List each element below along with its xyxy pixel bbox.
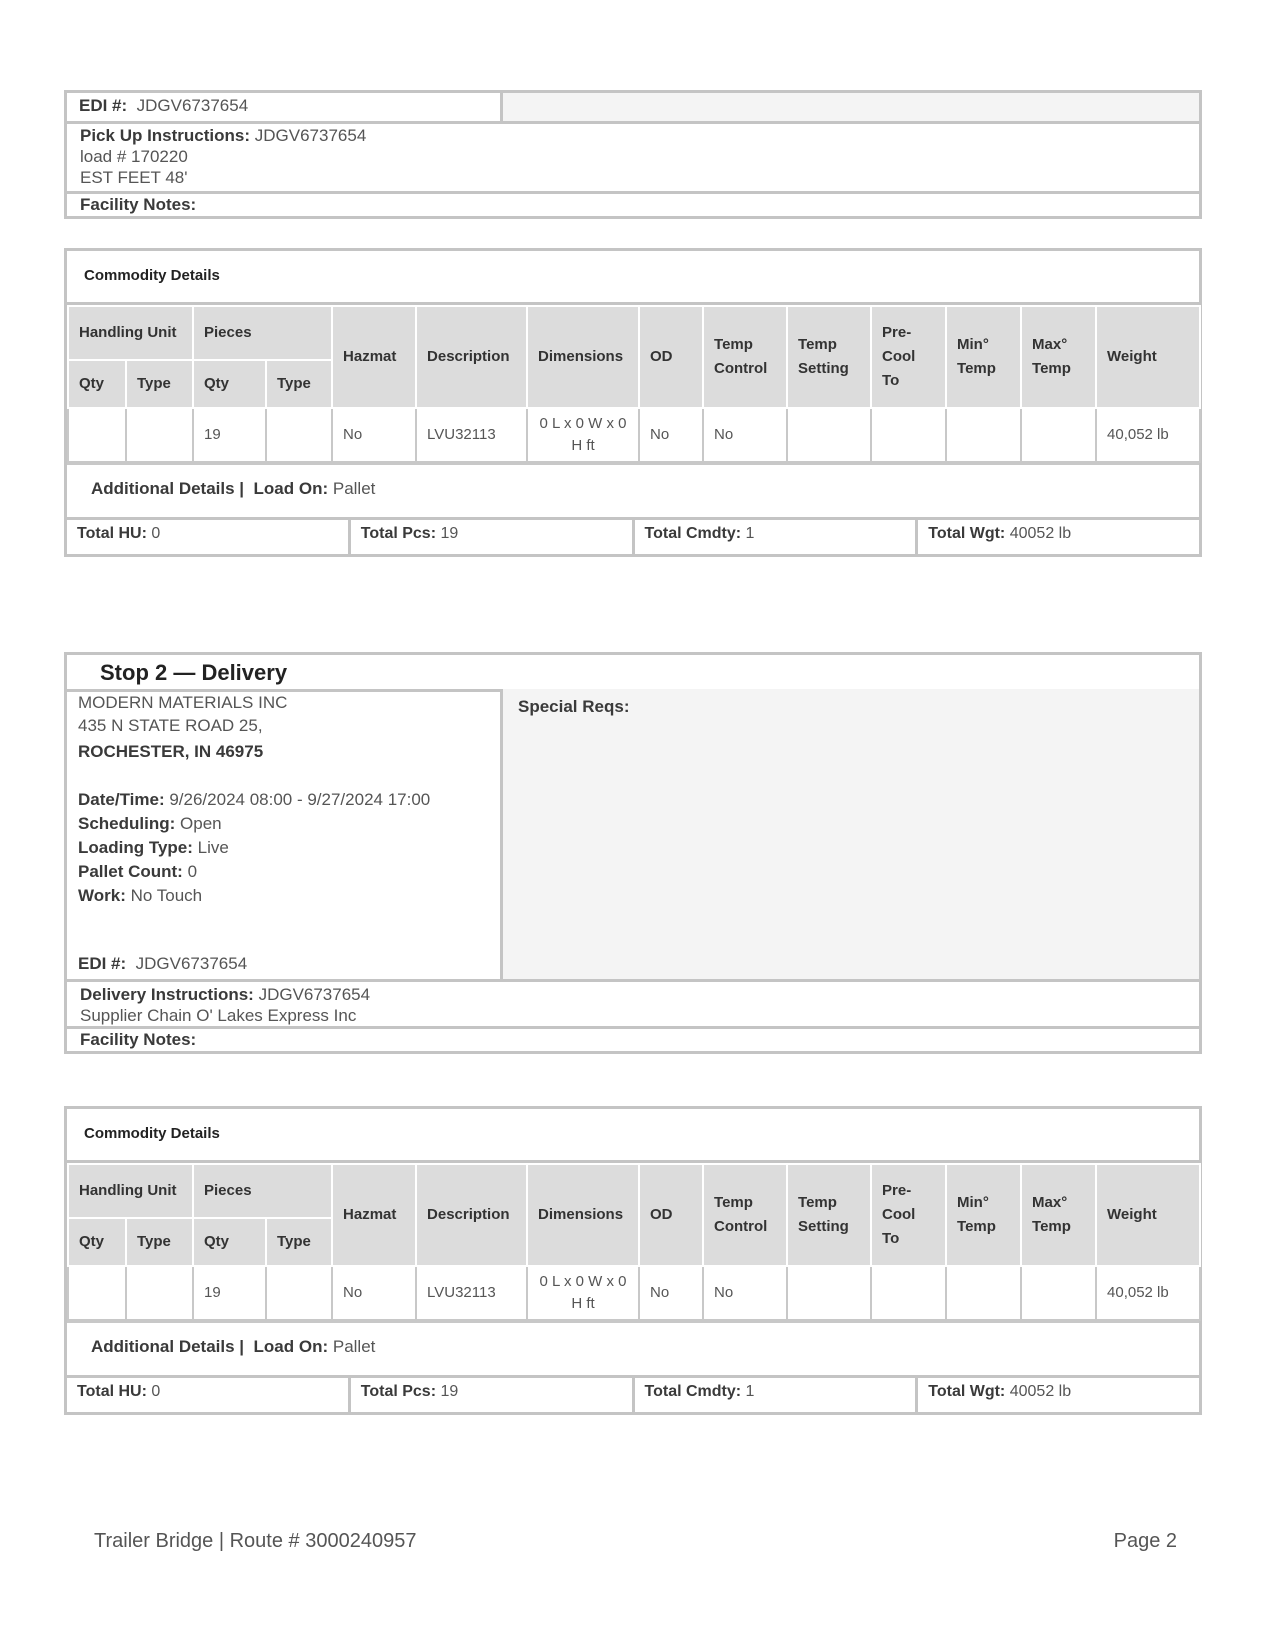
commodity-details-1 — [64, 248, 1202, 557]
cell-hu-qty — [68, 408, 126, 462]
pallet-label: Pallet Count: — [78, 862, 183, 881]
total-wgt-value: 40052 lb — [1009, 525, 1072, 542]
street-address: 435 N STATE ROAD 25, — [78, 716, 263, 735]
header-hu-type: Type — [126, 1218, 193, 1266]
cell-pcs-qty: 19 — [193, 408, 266, 462]
header-pieces: Pieces — [193, 306, 332, 360]
total-hu-value: 0 — [151, 525, 161, 542]
header-pieces: Pieces — [193, 1164, 332, 1218]
header-pcs-qty: Qty — [193, 360, 266, 408]
facility-label: Facility Notes: — [80, 195, 197, 214]
scheduling-value: Open — [180, 814, 222, 833]
header-pcs-type: Type — [266, 1218, 332, 1266]
header-weight: Weight — [1096, 306, 1200, 408]
cell-temp-control: No — [703, 1266, 787, 1320]
cell-max-temp — [1021, 408, 1096, 462]
total-cmdty — [635, 520, 919, 554]
commodity-title: Commodity Details — [67, 1109, 1199, 1163]
stop-heading-text: Stop 2 — Delivery — [100, 660, 288, 685]
total-hu — [67, 1378, 351, 1412]
cell-temp-setting — [787, 408, 871, 462]
header-hazmat: Hazmat — [332, 306, 416, 408]
commodity-table — [67, 305, 1201, 463]
stop2-edi-line — [78, 952, 247, 975]
header-pcs-qty: Qty — [193, 1218, 266, 1266]
delivery-line2: Supplier Chain O' Lakes Express Inc — [80, 1006, 357, 1025]
total-wgt-label: Total Wgt: — [928, 525, 1006, 542]
header-hu-qty: Qty — [68, 360, 126, 408]
total-wgt — [918, 1378, 1199, 1412]
header-temp-control: Temp Control — [703, 306, 787, 408]
header-description: Description — [416, 1164, 527, 1266]
total-pcs-label: Total Pcs: — [360, 525, 437, 542]
delivery-instructions — [64, 979, 1202, 1029]
stop2-edi-label: EDI #: — [78, 954, 127, 973]
header-pcs-type: Type — [266, 360, 332, 408]
total-cmdty-label: Total Cmdty: — [644, 525, 742, 542]
additional-details-label: Additional Details | — [91, 1337, 245, 1356]
scheduling-label: Scheduling: — [78, 814, 176, 833]
cell-description: LVU32113 — [416, 408, 527, 462]
loading-line — [78, 836, 489, 859]
total-hu-value: 0 — [151, 1383, 161, 1400]
work-value: No Touch — [130, 886, 203, 905]
stop2-edi-value: JDGV6737654 — [135, 954, 248, 973]
stop-heading — [64, 652, 1202, 692]
edi-label: EDI #: — [79, 96, 128, 115]
datetime-label: Date/Time: — [78, 790, 165, 809]
header-description: Description — [416, 306, 527, 408]
total-hu-label: Total HU: — [77, 525, 147, 542]
cell-od: No — [639, 1266, 703, 1320]
pallet-value: 0 — [187, 862, 198, 881]
total-hu — [67, 520, 351, 554]
header-max-temp: Max° Temp — [1021, 306, 1096, 408]
cell-pcs-type — [266, 408, 332, 462]
cell-hazmat: No — [332, 408, 416, 462]
company-name: MODERN MATERIALS INC — [78, 693, 288, 712]
header-dimensions: Dimensions — [527, 306, 639, 408]
header-precool: Pre-Cool To — [871, 1164, 946, 1266]
cell-hazmat: No — [332, 1266, 416, 1320]
cell-precool — [871, 1266, 946, 1320]
header-min-temp: Min° Temp — [946, 1164, 1021, 1266]
cell-hu-type — [126, 408, 193, 462]
commodity-details-2 — [64, 1106, 1202, 1415]
edi-cell — [67, 93, 503, 121]
header-weight: Weight — [1096, 1164, 1200, 1266]
edi-value: JDGV6737654 — [136, 96, 249, 115]
pallet-line — [78, 860, 489, 883]
header-handling-unit: Handling Unit — [68, 1164, 193, 1218]
facility-notes — [64, 191, 1202, 219]
totals-row — [67, 517, 1199, 554]
total-wgt-label: Total Wgt: — [928, 1383, 1006, 1400]
cell-description: LVU32113 — [416, 1266, 527, 1320]
header-od: OD — [639, 1164, 703, 1266]
header-temp-setting: Temp Setting — [787, 306, 871, 408]
cell-dimensions: 0 L x 0 W x 0 H ft — [527, 1266, 639, 1320]
loading-value: Live — [197, 838, 229, 857]
total-wgt — [918, 520, 1199, 554]
header-max-temp: Max° Temp — [1021, 1164, 1096, 1266]
delivery-line1: JDGV6737654 — [258, 985, 371, 1004]
total-pcs — [351, 520, 635, 554]
total-wgt-value: 40052 lb — [1009, 1383, 1072, 1400]
pickup-line3: EST FEET 48' — [80, 168, 188, 187]
additional-details-label: Additional Details | — [91, 479, 245, 498]
cell-min-temp — [946, 408, 1021, 462]
header-handling-unit: Handling Unit — [68, 306, 193, 360]
stop2-address-cell — [67, 689, 503, 979]
pickup-label: Pick Up Instructions: — [80, 126, 251, 145]
total-cmdty — [635, 1378, 919, 1412]
cell-weight: 40,052 lb — [1096, 1266, 1200, 1320]
edi-row — [64, 90, 1202, 124]
cell-pcs-qty: 19 — [193, 1266, 266, 1320]
totals-row — [67, 1375, 1199, 1412]
load-on-value: Pallet — [332, 479, 376, 498]
total-cmdty-label: Total Cmdty: — [644, 1383, 742, 1400]
delivery-label: Delivery Instructions: — [80, 985, 254, 1004]
additional-details — [67, 1321, 1199, 1375]
header-hu-qty: Qty — [68, 1218, 126, 1266]
footer-page-number: Page 2 — [1113, 1530, 1177, 1552]
cell-temp-setting — [787, 1266, 871, 1320]
work-label: Work: — [78, 886, 126, 905]
cell-dimensions: 0 L x 0 W x 0 H ft — [527, 408, 639, 462]
table-row — [68, 408, 1200, 462]
cell-hu-qty — [68, 1266, 126, 1320]
facility-label-2: Facility Notes: — [80, 1030, 197, 1049]
header-dimensions: Dimensions — [527, 1164, 639, 1266]
header-min-temp: Min° Temp — [946, 306, 1021, 408]
cell-weight: 40,052 lb — [1096, 408, 1200, 462]
commodity-title: Commodity Details — [67, 251, 1199, 305]
special-reqs-label: Special Reqs: — [518, 697, 630, 716]
loading-label: Loading Type: — [78, 838, 193, 857]
load-on-value: Pallet — [332, 1337, 376, 1356]
cell-max-temp — [1021, 1266, 1096, 1320]
cell-pcs-type — [266, 1266, 332, 1320]
total-cmdty-value: 1 — [745, 525, 755, 542]
commodity-table — [67, 1163, 1201, 1321]
cell-min-temp — [946, 1266, 1021, 1320]
city-state-zip: ROCHESTER, IN 46975 — [78, 742, 264, 761]
total-pcs-label: Total Pcs: — [360, 1383, 437, 1400]
header-precool: Pre-Cool To — [871, 306, 946, 408]
stop2-info — [64, 689, 1202, 982]
pickup-instructions — [64, 122, 1202, 194]
header-temp-control: Temp Control — [703, 1164, 787, 1266]
cell-hu-type — [126, 1266, 193, 1320]
special-reqs-cell — [503, 689, 1199, 979]
header-hu-type: Type — [126, 360, 193, 408]
total-cmdty-value: 1 — [745, 1383, 755, 1400]
load-on-label: Load On: — [253, 1337, 329, 1356]
total-pcs-value: 19 — [440, 525, 459, 542]
work-line — [78, 884, 489, 907]
header-od: OD — [639, 306, 703, 408]
cell-od: No — [639, 408, 703, 462]
additional-details — [67, 463, 1199, 517]
facility-notes-2 — [64, 1026, 1202, 1054]
edi-empty-cell — [503, 93, 1199, 121]
load-on-label: Load On: — [253, 479, 329, 498]
scheduling-line — [78, 812, 489, 835]
datetime-line — [78, 788, 489, 811]
cell-precool — [871, 408, 946, 462]
total-pcs — [351, 1378, 635, 1412]
footer-route: Trailer Bridge | Route # 3000240957 — [94, 1530, 417, 1552]
header-hazmat: Hazmat — [332, 1164, 416, 1266]
total-hu-label: Total HU: — [77, 1383, 147, 1400]
datetime-value: 9/26/2024 08:00 - 9/27/2024 17:00 — [169, 790, 431, 809]
pickup-line2: load # 170220 — [80, 147, 188, 166]
cell-temp-control: No — [703, 408, 787, 462]
header-temp-setting: Temp Setting — [787, 1164, 871, 1266]
total-pcs-value: 19 — [440, 1383, 459, 1400]
pickup-line1: JDGV6737654 — [254, 126, 367, 145]
table-row — [68, 1266, 1200, 1320]
